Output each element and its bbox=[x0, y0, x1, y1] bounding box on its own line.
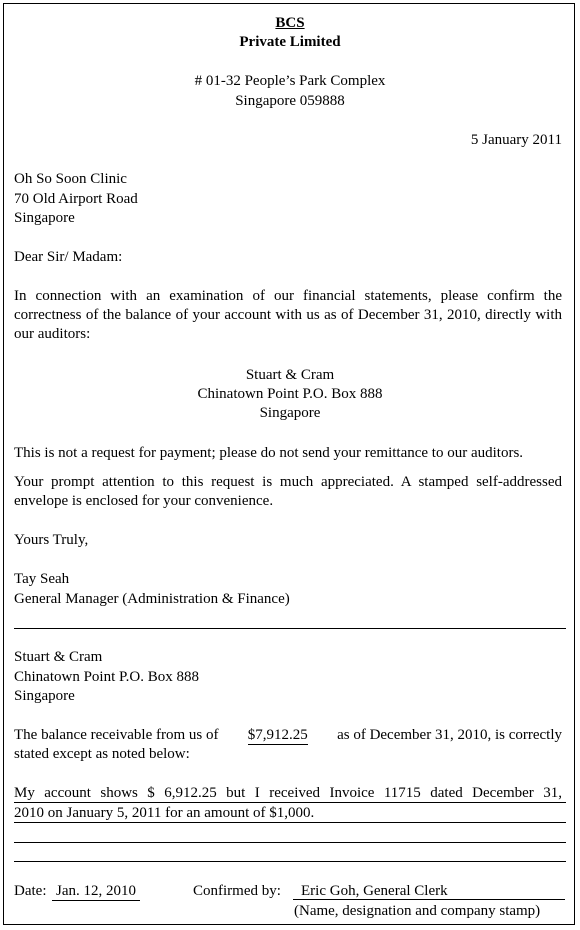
company-type: Private Limited bbox=[239, 34, 341, 50]
auditor-city: Singapore bbox=[259, 405, 321, 421]
date-field: Jan. 12, 2010 bbox=[52, 882, 140, 901]
company-address-line1: # 01-32 People’s Park Complex bbox=[194, 73, 386, 89]
company-address-line2: Singapore 059888 bbox=[235, 93, 345, 109]
recipient-line3: Singapore bbox=[14, 210, 75, 226]
balance-prefix: The balance receivable from us of bbox=[14, 727, 219, 743]
note-rule-1 bbox=[14, 802, 566, 803]
closing: Yours Truly, bbox=[14, 532, 89, 548]
balance-suffix: as of December 31, 2010, is correctly bbox=[337, 727, 562, 743]
balance-line bbox=[14, 726, 562, 745]
auditor-address: Chinatown Point P.O. Box 888 bbox=[197, 386, 383, 402]
reply-to-line3: Singapore bbox=[14, 688, 75, 704]
note-line1: My account shows $ 6,912.25 but I received Invoice 11715 dated December 31, bbox=[14, 785, 562, 801]
confirmed-field: Eric Goh, General Clerk bbox=[293, 882, 565, 900]
body-paragraph-2: This is not a request for payment; please do not send your remittance to our auditors. bbox=[14, 445, 524, 461]
body-paragraph-3: Your prompt attention to this request is much appreciated. A stamped self-addressed envelope is enclosed for your convenience. bbox=[14, 474, 562, 509]
date-label: Date: bbox=[14, 883, 47, 899]
body-paragraph-1: In connection with an examination of our financial statements, please confirm the correctness of the balance of your account with us as of December 31, 2010, directly with our auditors: bbox=[14, 288, 562, 342]
note-line2: 2010 on January 5, 2011 for an amount of $1,000. bbox=[14, 805, 315, 821]
recipient-line2: 70 Old Airport Road bbox=[14, 191, 138, 207]
section-divider bbox=[14, 628, 566, 629]
reply-to-line2: Chinatown Point P.O. Box 888 bbox=[14, 669, 200, 685]
confirmed-label: Confirmed by: bbox=[193, 883, 281, 899]
note-rule-2 bbox=[14, 822, 566, 823]
note-rule-3 bbox=[14, 842, 566, 843]
signatory-name: Tay Seah bbox=[14, 571, 70, 587]
signatory-title: General Manager (Administration & Finance) bbox=[14, 591, 290, 607]
auditor-name: Stuart & Cram bbox=[245, 367, 335, 383]
letter-frame bbox=[3, 3, 575, 925]
salutation: Dear Sir/ Madam: bbox=[14, 249, 123, 265]
balance-amount: $7,912.25 bbox=[247, 727, 308, 743]
note-rule-4 bbox=[14, 861, 566, 862]
recipient-line1: Oh So Soon Clinic bbox=[14, 171, 127, 187]
company-name: BCS bbox=[275, 15, 305, 31]
letter-date: 5 January 2011 bbox=[470, 132, 562, 148]
reply-to-line1: Stuart & Cram bbox=[14, 649, 103, 665]
balance-line2: stated except as noted below: bbox=[14, 746, 190, 762]
stamp-caption: (Name, designation and company stamp) bbox=[294, 903, 541, 919]
